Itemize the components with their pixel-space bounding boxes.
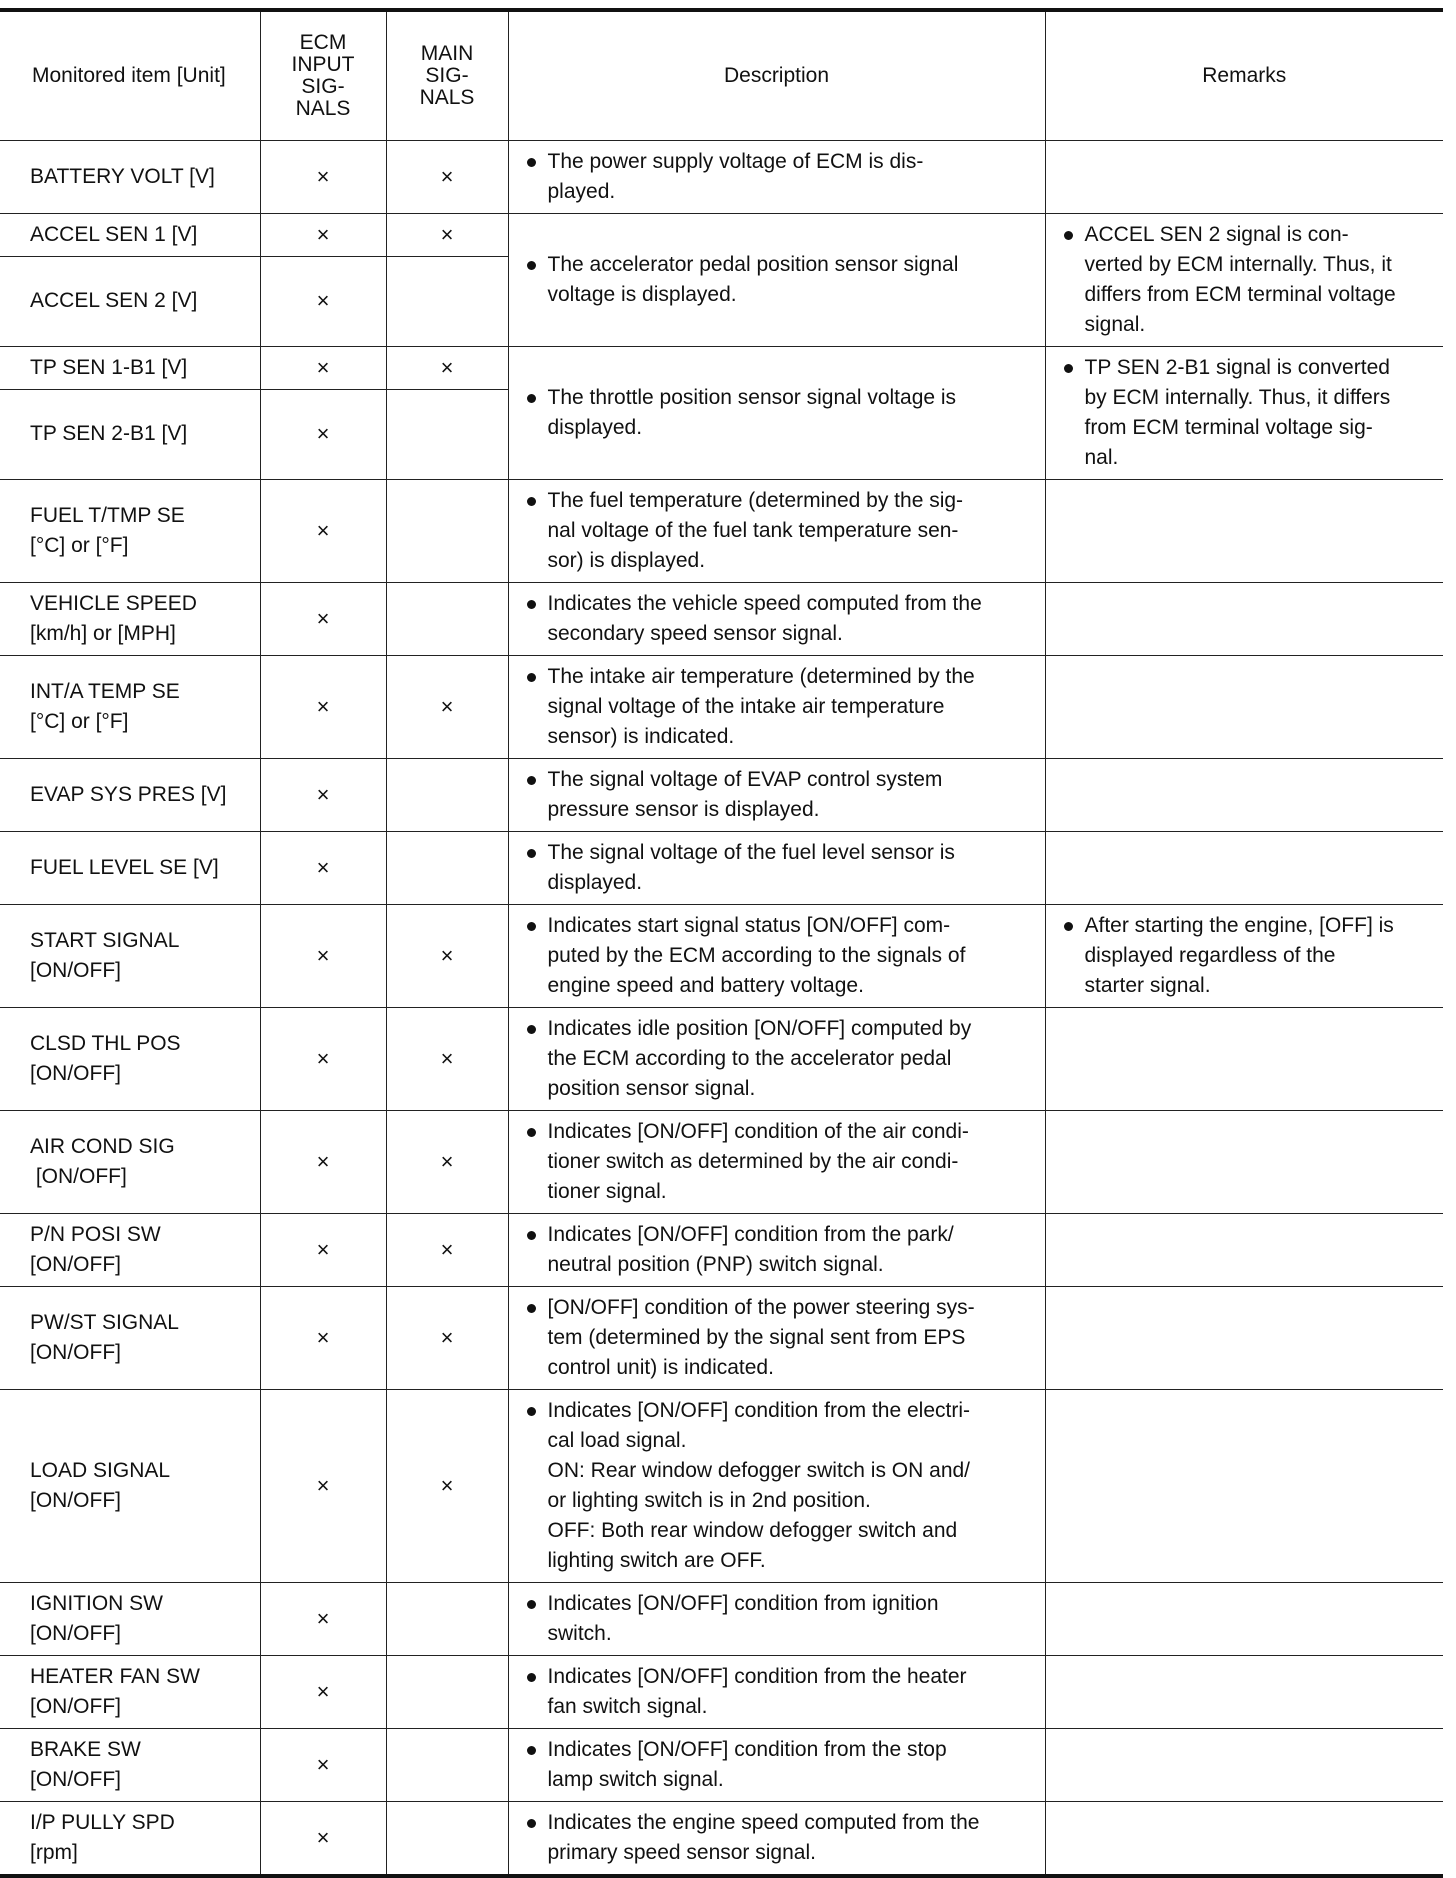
monitored-item-cell: TP SEN 2-B1 [V]: [0, 390, 260, 479]
header-description: Description: [508, 10, 1045, 140]
table-row: [0, 904, 1443, 1007]
bullet-icon: [527, 497, 536, 506]
bullet-icon: [527, 1025, 536, 1034]
bullet-icon: [527, 849, 536, 858]
ecm-input-mark: ×: [260, 390, 386, 479]
bullet-icon: [527, 673, 536, 682]
description-cell: The intake air temperature (determined by the signal voltage of the intake air temperature sensor) is indicated.: [508, 655, 1045, 758]
main-signal-mark: [386, 257, 508, 346]
description-cell: Indicates start signal status [ON/OFF] com- puted by the ECM according to the signals of engine speed and battery voltage.: [508, 904, 1045, 1007]
ecm-input-mark: ×: [260, 1007, 386, 1110]
ecm-input-mark: ×: [260, 140, 386, 213]
description-cell: Indicates [ON/OFF] condition from the park/ neutral position (PNP) switch signal.: [508, 1213, 1045, 1286]
main-signal-mark: [386, 390, 508, 479]
table-row: [0, 1007, 1443, 1110]
bullet-icon: [527, 158, 536, 167]
monitored-item-cell: ACCEL SEN 2 [V]: [0, 257, 260, 346]
description-cell: Indicates [ON/OFF] condition of the air condi- tioner switch as determined by the air condi- tioner signal.: [508, 1110, 1045, 1213]
monitored-item-cell: VEHICLE SPEED [km/h] or [MPH]: [0, 582, 260, 655]
monitored-item-cell: LOAD SIGNAL [ON/OFF]: [0, 1389, 260, 1582]
main-signal-mark: [386, 582, 508, 655]
bullet-icon: [527, 922, 536, 931]
ecm-input-mark: ×: [260, 831, 386, 904]
ecm-input-mark: ×: [260, 1110, 386, 1213]
description-cell: Indicates the vehicle speed computed from the secondary speed sensor signal.: [508, 582, 1045, 655]
remarks-cell: [1045, 655, 1443, 758]
main-signal-mark: ×: [386, 346, 508, 390]
description-cell: The fuel temperature (determined by the sig- nal voltage of the fuel tank temperature sen- sor) is displayed.: [508, 479, 1045, 582]
ecm-input-mark: ×: [260, 758, 386, 831]
table-row: [0, 140, 1443, 213]
monitored-item-cell: START SIGNAL [ON/OFF]: [0, 904, 260, 1007]
description-cell: [ON/OFF] condition of the power steering sys- tem (determined by the signal sent from EPS control unit) is indicated.: [508, 1286, 1045, 1389]
bullet-icon: [1064, 922, 1073, 931]
bullet-icon: [527, 1819, 536, 1828]
description-cell: The signal voltage of EVAP control system pressure sensor is displayed.: [508, 758, 1045, 831]
main-signal-mark: ×: [386, 1110, 508, 1213]
header-ecm-input-signals: ECM INPUT SIG- NALS: [260, 10, 386, 140]
header-monitored-item: Monitored item [Unit]: [0, 10, 260, 140]
monitored-item-cell: EVAP SYS PRES [V]: [0, 758, 260, 831]
main-signal-mark: ×: [386, 904, 508, 1007]
table-row: [0, 1655, 1443, 1728]
description-cell: Indicates [ON/OFF] condition from the electri- cal load signal. ON: Rear window defogger switch is ON and/ or lighting switch is in 2nd position. OFF: Both rear window defogger switch and lighting switch are OFF.: [508, 1389, 1045, 1582]
table-row: [0, 1110, 1443, 1213]
monitored-item-cell: FUEL T/TMP SE [°C] or [°F]: [0, 479, 260, 582]
description-cell: The accelerator pedal position sensor signal voltage is displayed.: [508, 213, 1045, 346]
bullet-icon: [527, 1600, 536, 1609]
table-row: [0, 479, 1443, 582]
main-signal-mark: [386, 1728, 508, 1801]
remarks-cell: [1045, 831, 1443, 904]
monitored-item-cell: P/N POSI SW [ON/OFF]: [0, 1213, 260, 1286]
bullet-icon: [1064, 231, 1073, 240]
bullet-icon: [527, 1128, 536, 1137]
monitored-item-cell: ACCEL SEN 1 [V]: [0, 213, 260, 257]
monitored-item-cell: HEATER FAN SW [ON/OFF]: [0, 1655, 260, 1728]
bullet-icon: [527, 261, 536, 270]
monitored-item-cell: CLSD THL POS [ON/OFF]: [0, 1007, 260, 1110]
bullet-icon: [527, 600, 536, 609]
ecm-input-mark: ×: [260, 1582, 386, 1655]
remarks-cell: [1045, 479, 1443, 582]
main-signal-mark: [386, 831, 508, 904]
table-row: [0, 1213, 1443, 1286]
monitored-item-cell: PW/ST SIGNAL [ON/OFF]: [0, 1286, 260, 1389]
monitored-item-cell: IGNITION SW [ON/OFF]: [0, 1582, 260, 1655]
ecm-input-mark: ×: [260, 1286, 386, 1389]
main-signal-mark: [386, 479, 508, 582]
ecm-input-mark: ×: [260, 257, 386, 346]
bullet-icon: [527, 1746, 536, 1755]
table-row: [0, 1389, 1443, 1582]
ecm-input-mark: ×: [260, 479, 386, 582]
table-row: [0, 1582, 1443, 1655]
remarks-cell: [1045, 1286, 1443, 1389]
description-cell: Indicates [ON/OFF] condition from ignition switch.: [508, 1582, 1045, 1655]
bullet-icon: [527, 1304, 536, 1313]
data-monitor-table: [0, 8, 1443, 1878]
bullet-icon: [527, 394, 536, 403]
monitored-item-cell: BATTERY VOLT [V]: [0, 140, 260, 213]
main-signal-mark: [386, 758, 508, 831]
main-signal-mark: ×: [386, 1286, 508, 1389]
monitored-item-cell: FUEL LEVEL SE [V]: [0, 831, 260, 904]
table-row: [0, 1286, 1443, 1389]
ecm-input-mark: ×: [260, 1801, 386, 1876]
ecm-input-mark: ×: [260, 1389, 386, 1582]
ecm-input-mark: ×: [260, 1655, 386, 1728]
remarks-cell: [1045, 1110, 1443, 1213]
bullet-icon: [527, 1673, 536, 1682]
table-row: [0, 582, 1443, 655]
remarks-cell: [1045, 1389, 1443, 1582]
ecm-input-mark: ×: [260, 1728, 386, 1801]
ecm-input-mark: ×: [260, 904, 386, 1007]
table-row: [0, 1728, 1443, 1801]
bullet-icon: [527, 1231, 536, 1240]
description-cell: The throttle position sensor signal voltage is displayed.: [508, 346, 1045, 479]
bullet-icon: [527, 1407, 536, 1416]
remarks-cell: [1045, 1728, 1443, 1801]
main-signal-mark: ×: [386, 1389, 508, 1582]
bullet-icon: [1064, 364, 1073, 373]
remarks-cell: [1045, 1582, 1443, 1655]
main-signal-mark: ×: [386, 655, 508, 758]
monitored-item-cell: INT/A TEMP SE [°C] or [°F]: [0, 655, 260, 758]
main-signal-mark: ×: [386, 140, 508, 213]
remarks-cell: [1045, 582, 1443, 655]
remarks-cell: TP SEN 2-B1 signal is converted by ECM internally. Thus, it differs from ECM terminal voltage sig- nal.: [1045, 346, 1443, 479]
table-row: [0, 655, 1443, 758]
description-cell: The signal voltage of the fuel level sensor is displayed.: [508, 831, 1045, 904]
main-signal-mark: ×: [386, 1007, 508, 1110]
description-cell: Indicates the engine speed computed from the primary speed sensor signal.: [508, 1801, 1045, 1876]
remarks-cell: After starting the engine, [OFF] is displayed regardless of the starter signal.: [1045, 904, 1443, 1007]
remarks-cell: [1045, 140, 1443, 213]
ecm-input-mark: ×: [260, 1213, 386, 1286]
table-row: [0, 213, 1443, 257]
remarks-cell: [1045, 1007, 1443, 1110]
header-main-signals: MAIN SIG- NALS: [386, 10, 508, 140]
monitored-item-cell: I/P PULLY SPD [rpm]: [0, 1801, 260, 1876]
main-signal-mark: [386, 1801, 508, 1876]
table-row: [0, 346, 1443, 390]
remarks-cell: [1045, 1801, 1443, 1876]
ecm-input-mark: ×: [260, 213, 386, 257]
remarks-cell: [1045, 758, 1443, 831]
remarks-cell: [1045, 1213, 1443, 1286]
ecm-input-mark: ×: [260, 582, 386, 655]
ecm-input-mark: ×: [260, 655, 386, 758]
table-row: [0, 758, 1443, 831]
table-row: [0, 1801, 1443, 1876]
table-row: [0, 831, 1443, 904]
description-cell: Indicates [ON/OFF] condition from the stop lamp switch signal.: [508, 1728, 1045, 1801]
main-signal-mark: ×: [386, 213, 508, 257]
header-remarks: Remarks: [1045, 10, 1443, 140]
ecm-input-mark: ×: [260, 346, 386, 390]
main-signal-mark: ×: [386, 1213, 508, 1286]
description-cell: The power supply voltage of ECM is dis- played.: [508, 140, 1045, 213]
bullet-icon: [527, 776, 536, 785]
main-signal-mark: [386, 1582, 508, 1655]
main-signal-mark: [386, 1655, 508, 1728]
description-cell: Indicates idle position [ON/OFF] computed by the ECM according to the accelerator pedal position sensor signal.: [508, 1007, 1045, 1110]
remarks-cell: ACCEL SEN 2 signal is con- verted by ECM internally. Thus, it differs from ECM terminal voltage signal.: [1045, 213, 1443, 346]
monitored-item-cell: TP SEN 1-B1 [V]: [0, 346, 260, 390]
monitored-item-cell: BRAKE SW [ON/OFF]: [0, 1728, 260, 1801]
description-cell: Indicates [ON/OFF] condition from the heater fan switch signal.: [508, 1655, 1045, 1728]
monitored-item-cell: AIR COND SIG [ON/OFF]: [0, 1110, 260, 1213]
header-row: [0, 10, 1443, 140]
remarks-cell: [1045, 1655, 1443, 1728]
